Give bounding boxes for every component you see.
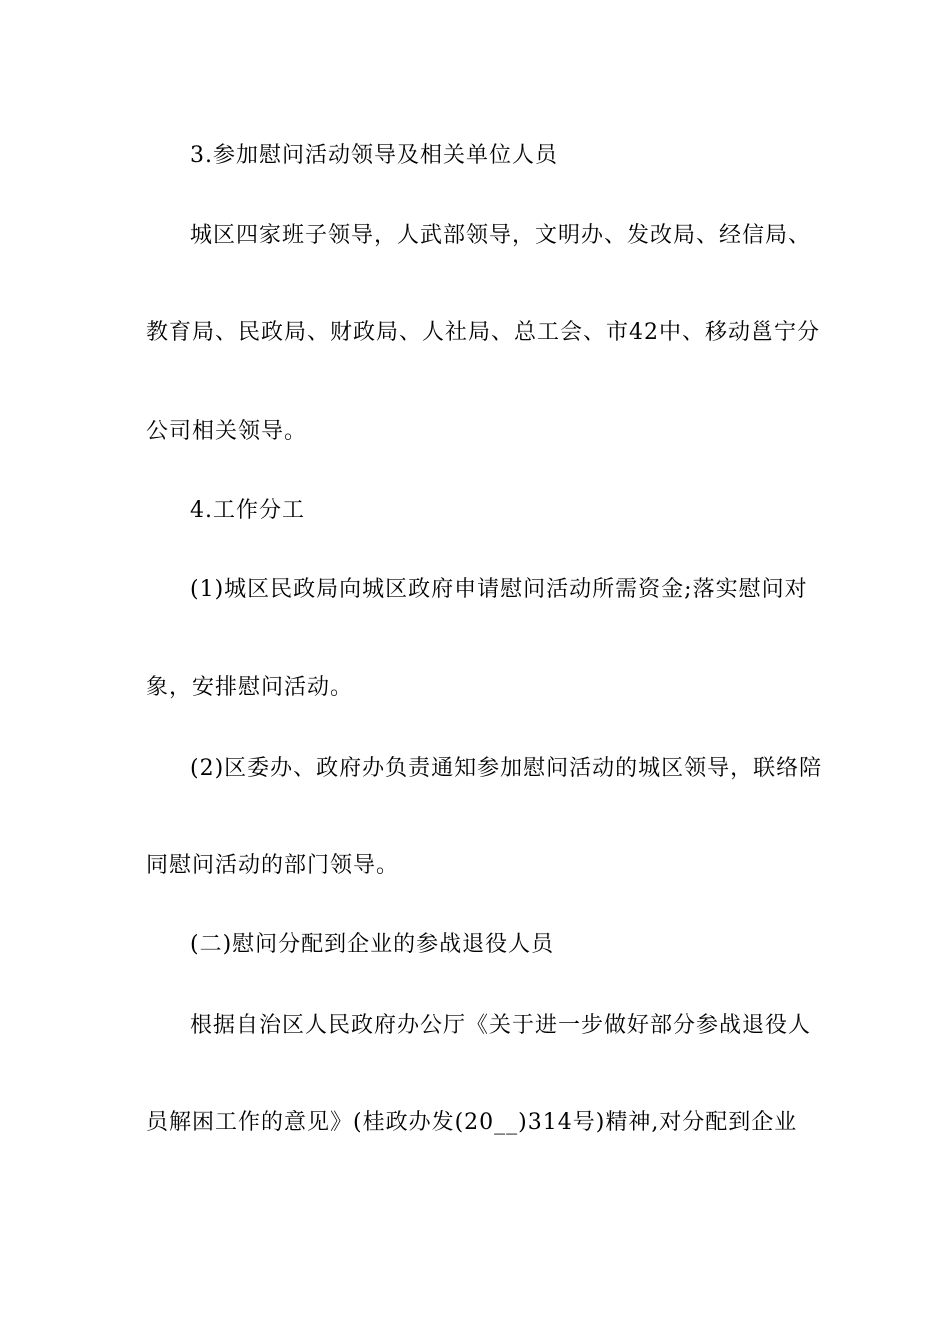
section-heading-4: 4.工作分工 xyxy=(190,498,305,523)
paragraph-line: 城区四家班子领导，人武部领导，文明办、发改局、经信局、 xyxy=(190,223,812,248)
paragraph-line: (1)城区民政局向城区政府申请慰问活动所需资金;落实慰问对 xyxy=(190,577,808,602)
paragraph-line: 公司相关领导。 xyxy=(146,419,308,444)
paragraph-line: 同慰问活动的部门领导。 xyxy=(146,853,400,878)
paragraph-line: (2)区委办、政府办负责通知参加慰问活动的城区领导，联络陪 xyxy=(190,756,823,781)
paragraph-line: 员解困工作的意见》(桂政办发(20__)314号)精神,对分配到企业 xyxy=(146,1110,798,1135)
paragraph-line: 教育局、民政局、财政局、人社局、总工会、市42中、移动邕宁分 xyxy=(146,320,820,345)
section-heading-3: 3.参加慰问活动领导及相关单位人员 xyxy=(190,143,558,168)
paragraph-line: 根据自治区人民政府办公厅《关于进一步做好部分参战退役人 xyxy=(190,1013,812,1038)
section-heading-2: (二)慰问分配到企业的参战退役人员 xyxy=(190,932,555,957)
paragraph-line: 象，安排慰问活动。 xyxy=(146,675,354,700)
